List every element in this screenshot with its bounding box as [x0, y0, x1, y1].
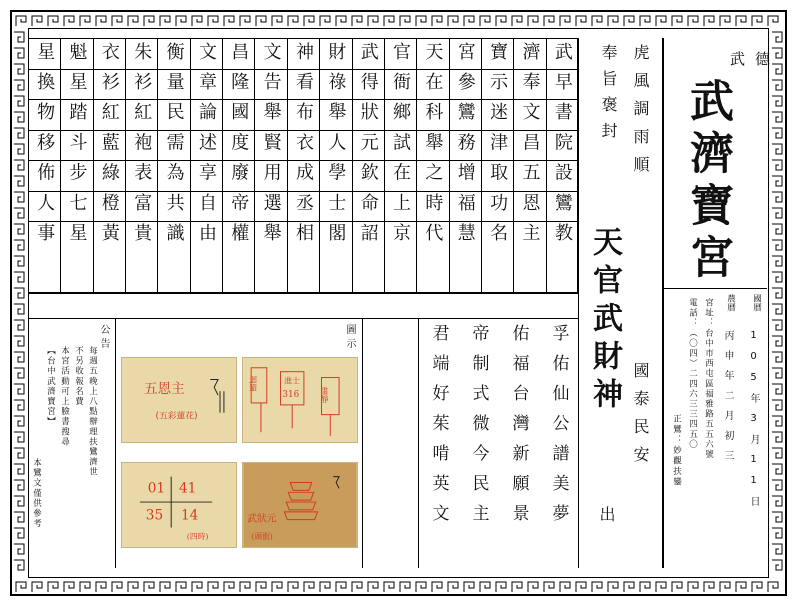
poem-column: 衡量民需為共識 — [163, 42, 185, 254]
poem-column: 星換物移佈人事 — [34, 42, 56, 254]
notice-text-3: 本宮活動可上臉書搜尋 — [59, 346, 70, 447]
lower-poem-column: 君端好茱啃英文 — [428, 324, 449, 534]
era-value: 105年3月11日 — [748, 330, 759, 516]
photo3-num-4: 14 — [180, 507, 199, 524]
photo-tower — [242, 462, 358, 548]
photo4-sub: (頭銜) — [251, 532, 273, 542]
photo-signboards — [242, 357, 358, 443]
poem-column: 宮參鸞務增福慧 — [454, 42, 476, 254]
lower-poem-column: 帝制式微今民主 — [468, 324, 489, 534]
photo-five-lords — [121, 357, 237, 443]
poem-column: 文章論述享自由 — [195, 42, 217, 254]
era-label: 國曆 — [751, 294, 762, 312]
poem-column: 文告舉賢用選舉 — [260, 42, 282, 254]
deity-name: 天官武財神 — [587, 226, 622, 416]
photo3-num-2: 41 — [179, 480, 197, 497]
date-block — [668, 294, 764, 566]
lunar-value: 丙申年二月初三 — [722, 330, 733, 470]
decree-col-1: 虎風調雨順 — [631, 44, 650, 184]
poem-column: 寶示迷津取功名 — [487, 42, 509, 254]
notice-text-1: 每週五晚上八點辦理扶鸞濟世 — [87, 346, 98, 478]
photo2-caption-1: 迴避 — [248, 375, 258, 392]
decree-col-4: 出 — [597, 506, 616, 536]
staff-line: 正鸞：妙觀扶鑾 — [671, 414, 682, 488]
poem-column: 武早書院設鸞教 — [551, 42, 573, 254]
photo1-caption: 五恩主 — [143, 381, 185, 398]
photo3-num-3: 35 — [145, 507, 164, 524]
lower-poem-column: 佑福台灣新願景 — [508, 324, 529, 534]
photo2-caption-2: 進士 — [284, 376, 300, 386]
notice-header: 公告 — [98, 324, 109, 352]
photo2-caption-3: 肅靜 — [319, 387, 329, 403]
poem-column: 昌隆國度廢帝權 — [228, 42, 250, 254]
lunar-label: 農曆 — [725, 294, 736, 312]
address-line: 宮址：台中市西屯區福雅路五五六號 — [703, 298, 714, 460]
temple-virtue: 武德 — [730, 50, 781, 68]
temple-name: 武濟寶宮 — [682, 78, 733, 286]
photo-numbers — [121, 462, 237, 548]
phone-line: 電話：（〇四）二四六三三四五〇 — [687, 298, 698, 450]
photo2-number: 316 — [282, 390, 300, 401]
notice-text-5: 本鸞文僅供參考 — [31, 458, 42, 529]
decree-col-3: 國泰民安 — [631, 362, 650, 474]
poem-column: 濟奉文昌五恩主 — [519, 42, 541, 254]
lower-poem-column: 孚佑仙公譜美夢 — [548, 324, 569, 534]
decree-col-2: 奉旨褒封 — [599, 44, 618, 148]
poem-column: 朱衫紅袍表富貴 — [131, 42, 153, 254]
photo4-caption: 武狀元 — [247, 513, 277, 525]
poem-column: 財祿舉人學士閣 — [325, 42, 347, 254]
poem-column: 神看布衣成丞相 — [293, 42, 314, 254]
poem-column: 衣衫紅藍綠橙黃 — [98, 42, 120, 254]
poem-column: 官衙鄉試在上京 — [390, 42, 412, 254]
poem-column: 魁星踏斗步七星 — [66, 42, 88, 254]
photo1-sub: (五彩蓮花) — [155, 411, 198, 422]
notice-text-2: 不另收報名費 — [73, 346, 84, 407]
poem-column: 武得狀元欽命詔 — [357, 42, 379, 254]
poem-column: 天在科舉之時代 — [422, 42, 444, 254]
notice-text-4: 【台中武濟寶宮】 — [45, 346, 56, 427]
illustration-header: 圖示 — [344, 324, 355, 352]
photo3-num-1: 01 — [147, 480, 166, 497]
photo3-sub: (四時) — [186, 532, 209, 542]
